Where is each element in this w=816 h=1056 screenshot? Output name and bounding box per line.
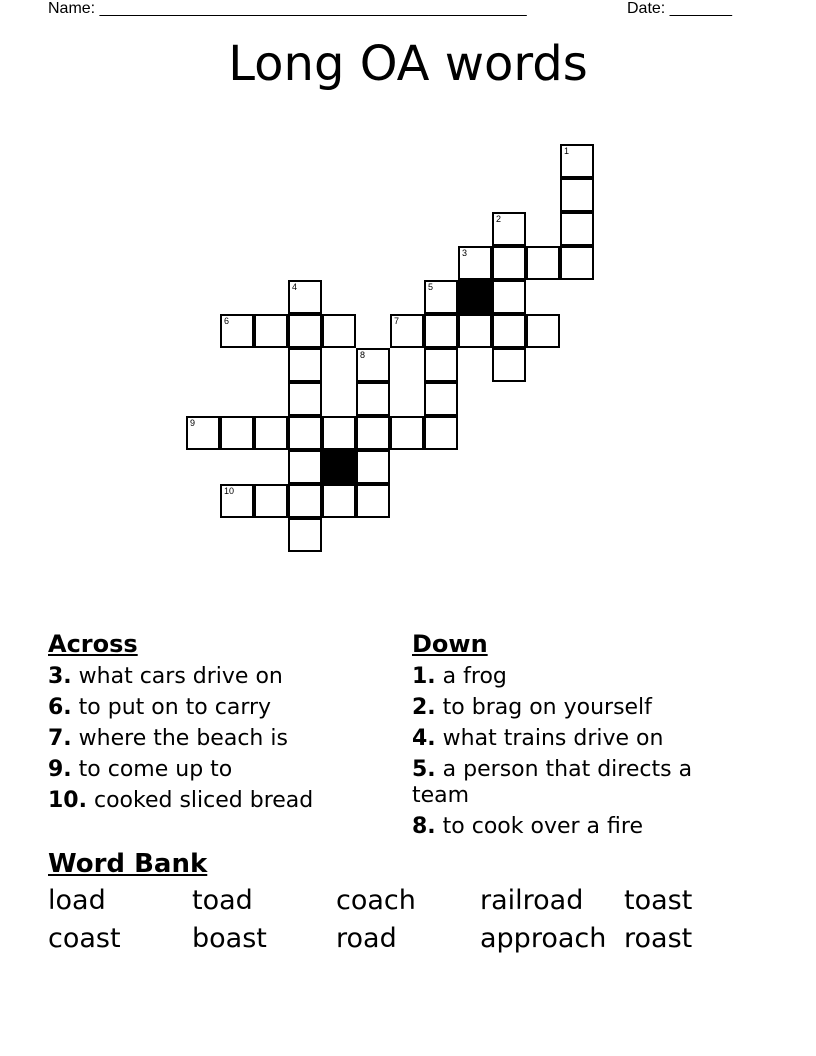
grid-cell[interactable] bbox=[288, 314, 322, 348]
clue-text: a person that directs a team bbox=[412, 757, 693, 808]
across-clue-list bbox=[48, 664, 388, 819]
name-field-label: Name: ________________________________________________ bbox=[48, 0, 527, 17]
grid-cell[interactable] bbox=[458, 314, 492, 348]
grid-cell[interactable] bbox=[492, 314, 526, 348]
word-bank-item: road bbox=[336, 923, 397, 954]
clue-number: 8. bbox=[412, 814, 436, 839]
grid-cell[interactable] bbox=[492, 280, 526, 314]
page-title: Long OA words bbox=[228, 36, 588, 92]
clue-text: to put on to carry bbox=[78, 695, 272, 720]
word-bank-item: approach bbox=[480, 923, 607, 954]
grid-cell[interactable] bbox=[560, 144, 594, 178]
grid-cell[interactable] bbox=[424, 314, 458, 348]
clue-number: 4. bbox=[412, 726, 436, 751]
clue-text: to come up to bbox=[78, 757, 233, 782]
grid-cell[interactable] bbox=[288, 416, 322, 450]
grid-cell[interactable] bbox=[254, 314, 288, 348]
grid-cell[interactable] bbox=[424, 348, 458, 382]
clue-text: where the beach is bbox=[78, 726, 288, 751]
grid-cell[interactable] bbox=[322, 484, 356, 518]
word-bank-heading: Word Bank bbox=[48, 849, 208, 879]
down-heading: Down bbox=[412, 630, 488, 658]
word-bank bbox=[48, 884, 768, 956]
word-bank-item: coast bbox=[48, 923, 121, 954]
across-clue bbox=[48, 757, 388, 783]
grid-cell[interactable] bbox=[288, 280, 322, 314]
grid-cell[interactable] bbox=[424, 382, 458, 416]
clue-number: 9. bbox=[48, 757, 72, 782]
across-clue bbox=[48, 788, 388, 814]
grid-cell[interactable] bbox=[526, 314, 560, 348]
grid-cell[interactable] bbox=[220, 416, 254, 450]
grid-cell[interactable] bbox=[356, 484, 390, 518]
grid-cell[interactable] bbox=[560, 178, 594, 212]
word-bank-item: toast bbox=[624, 885, 693, 916]
clue-text: what cars drive on bbox=[78, 664, 283, 689]
clue-text: to brag on yourself bbox=[442, 695, 652, 720]
grid-cell[interactable] bbox=[220, 484, 254, 518]
clue-text: a frog bbox=[442, 664, 507, 689]
down-clue bbox=[412, 695, 722, 721]
grid-cell[interactable] bbox=[288, 518, 322, 552]
word-bank-item: toad bbox=[192, 885, 253, 916]
grid-cell[interactable] bbox=[458, 246, 492, 280]
clue-text: to cook over a fire bbox=[442, 814, 643, 839]
down-clue bbox=[412, 726, 722, 752]
grid-cell[interactable] bbox=[356, 450, 390, 484]
clue-number: 8 bbox=[360, 350, 366, 360]
grid-cell[interactable] bbox=[560, 212, 594, 246]
down-clue bbox=[412, 757, 722, 809]
grid-cell[interactable] bbox=[492, 348, 526, 382]
grid-cell[interactable] bbox=[322, 314, 356, 348]
clue-number: 7 bbox=[394, 316, 400, 326]
clue-number: 5. bbox=[412, 757, 436, 782]
down-clue bbox=[412, 664, 722, 690]
clue-number: 10. bbox=[48, 788, 87, 813]
word-bank-item: roast bbox=[624, 923, 693, 954]
grid-cell[interactable] bbox=[288, 484, 322, 518]
down-clue-list bbox=[412, 664, 722, 845]
grid-cell[interactable] bbox=[254, 484, 288, 518]
grid-cell[interactable] bbox=[492, 246, 526, 280]
grid-cell[interactable] bbox=[186, 416, 220, 450]
grid-cell[interactable] bbox=[356, 416, 390, 450]
grid-cell[interactable] bbox=[288, 450, 322, 484]
across-clue bbox=[48, 664, 388, 690]
grid-cell[interactable] bbox=[424, 280, 458, 314]
clue-number: 4 bbox=[292, 282, 298, 292]
grid-cell[interactable] bbox=[356, 382, 390, 416]
grid-cell[interactable] bbox=[288, 382, 322, 416]
grid-cell[interactable] bbox=[390, 416, 424, 450]
grid-cell[interactable] bbox=[492, 212, 526, 246]
clue-number: 2. bbox=[412, 695, 436, 720]
word-bank-item: coach bbox=[336, 885, 416, 916]
clue-number: 10 bbox=[224, 486, 235, 496]
clue-number: 1 bbox=[564, 146, 570, 156]
clue-number: 7. bbox=[48, 726, 72, 751]
word-bank-item: boast bbox=[192, 923, 267, 954]
date-field-label: Date: _______ bbox=[627, 0, 732, 17]
word-bank-item: railroad bbox=[480, 885, 584, 916]
clue-number: 2 bbox=[496, 214, 502, 224]
grid-cell[interactable] bbox=[390, 314, 424, 348]
clue-text: what trains drive on bbox=[442, 726, 664, 751]
clue-number: 3 bbox=[462, 248, 468, 258]
grid-cell[interactable] bbox=[254, 416, 288, 450]
grid-cell[interactable] bbox=[424, 416, 458, 450]
grid-cell[interactable] bbox=[560, 246, 594, 280]
black-square bbox=[458, 280, 492, 314]
grid-cell[interactable] bbox=[220, 314, 254, 348]
clue-number: 1. bbox=[412, 664, 436, 689]
across-clue bbox=[48, 726, 388, 752]
clue-number: 6. bbox=[48, 695, 72, 720]
clue-number: 5 bbox=[428, 282, 434, 292]
word-bank-item: load bbox=[48, 885, 106, 916]
black-square bbox=[322, 450, 356, 484]
grid-cell[interactable] bbox=[526, 246, 560, 280]
grid-cell[interactable] bbox=[288, 348, 322, 382]
clue-number: 3. bbox=[48, 664, 72, 689]
down-clue bbox=[412, 814, 722, 840]
clue-number: 6 bbox=[224, 316, 230, 326]
clue-text: cooked sliced bread bbox=[93, 788, 314, 813]
across-clue bbox=[48, 695, 388, 721]
across-heading: Across bbox=[48, 630, 138, 658]
grid-cell[interactable] bbox=[322, 416, 356, 450]
clue-number: 9 bbox=[190, 418, 196, 428]
grid-cell[interactable] bbox=[356, 348, 390, 382]
